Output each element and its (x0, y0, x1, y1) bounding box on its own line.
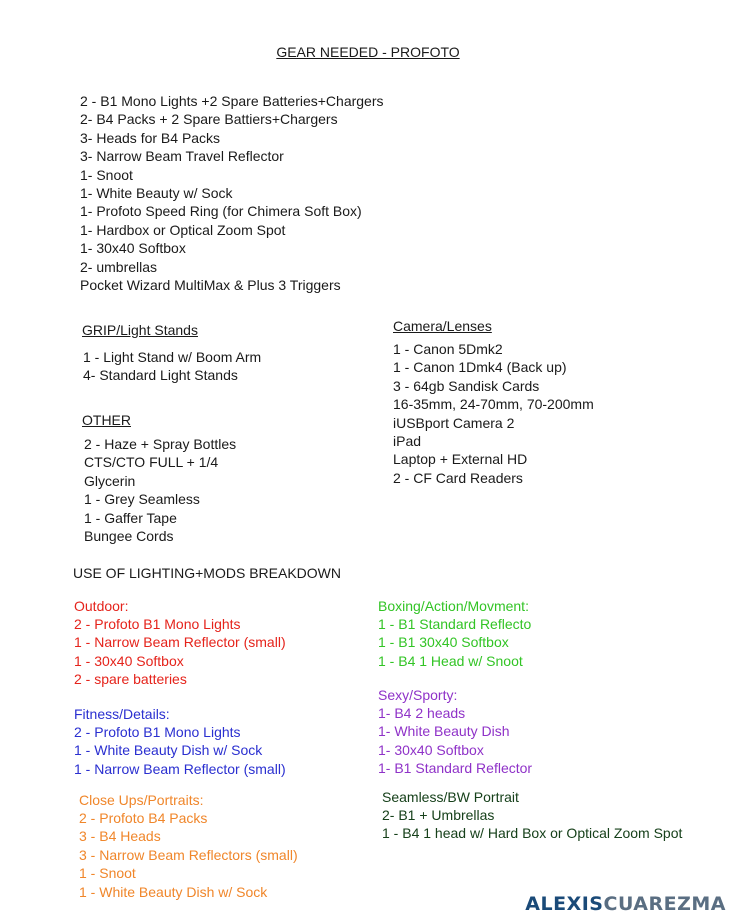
gear-item: 1- Hardbox or Optical Zoom Spot (80, 221, 286, 238)
seamless-item: 2- B1 + Umbrellas (382, 807, 495, 823)
closeups-item: 1 - Snoot (79, 865, 136, 882)
gear-item: 3- Narrow Beam Travel Reflector (80, 148, 284, 165)
gear-item: 2- umbrellas (80, 258, 158, 275)
outdoor-list (74, 615, 286, 689)
gear-item: 3- Heads for B4 Packs (80, 129, 221, 146)
seamless-heading: Seamless/BW Portrait (382, 789, 519, 805)
closeups-item: 2 - Profoto B4 Packs (79, 810, 208, 826)
camera-heading: Camera/Lenses (393, 318, 492, 334)
other-item: 2 - Haze + Spray Bottles (84, 436, 237, 452)
fitness-list (74, 723, 286, 778)
boxing-item: 1 - B1 Standard Reflecto (378, 616, 532, 632)
sexy-item: 1- 30x40 Softbox (378, 741, 484, 758)
gear-item: 1- Snoot (80, 166, 133, 183)
sexy-item: 1- B4 2 heads (378, 705, 466, 721)
camera-item: 1 - Canon 1Dmk4 (Back up) (393, 359, 567, 376)
outdoor-heading: Outdoor: (74, 598, 129, 614)
other-list (84, 435, 236, 545)
gear-item: 2- B4 Packs + 2 Spare Battiers+Chargers (80, 111, 338, 128)
sexy-heading: Sexy/Sporty: (378, 687, 458, 703)
closeups-heading: Close Ups/Portraits: (79, 792, 204, 808)
camera-item: 1 - Canon 5Dmk2 (393, 341, 503, 357)
closeups-item: 1 - White Beauty Dish w/ Sock (79, 883, 268, 900)
camera-item: 2 - CF Card Readers (393, 469, 523, 486)
camera-item: 16-35mm, 24-70mm, 70-200mm (393, 396, 594, 413)
gear-item: 1- Profoto Speed Ring (for Chimera Soft Box) (80, 203, 362, 220)
logo-first-name: ALEXIS (525, 893, 604, 915)
brand-logo (525, 893, 726, 915)
seamless-item: 1 - B4 1 head w/ Hard Box or Optical Zoom Spot (382, 825, 683, 842)
other-item: 1 - Grey Seamless (84, 491, 200, 508)
gear-list (80, 92, 384, 294)
other-item: 1 - Gaffer Tape (84, 509, 177, 526)
camera-item: Laptop + External HD (393, 451, 528, 468)
logo-last-name: CUAREZMA (603, 893, 726, 915)
breakdown-heading: USE OF LIGHTING+MODS BREAKDOWN (73, 565, 341, 581)
fitness-item: 1 - Narrow Beam Reflector (small) (74, 760, 286, 777)
gear-item: 1- 30x40 Softbox (80, 240, 186, 257)
grip-item: 4- Standard Light Stands (83, 367, 238, 384)
camera-list (393, 340, 594, 487)
gear-item: 1- White Beauty w/ Sock (80, 185, 233, 202)
other-item: CTS/CTO FULL + 1/4 (84, 454, 219, 471)
outdoor-item: 1 - 30x40 Softbox (74, 652, 184, 669)
gear-item: Pocket Wizard MultiMax & Plus 3 Triggers (80, 277, 341, 294)
page-title: GEAR NEEDED - PROFOTO (276, 44, 460, 60)
fitness-item: 2 - Profoto B1 Mono Lights (74, 724, 241, 740)
gear-item: 2 - B1 Mono Lights +2 Spare Batteries+Chargers (80, 93, 384, 109)
other-heading: OTHER (82, 412, 131, 428)
outdoor-item: 2 - spare batteries (74, 671, 187, 688)
closeups-item: 3 - Narrow Beam Reflectors (small) (79, 846, 298, 863)
boxing-heading: Boxing/Action/Movment: (378, 598, 529, 614)
closeups-item: 3 - B4 Heads (79, 828, 161, 845)
other-item: Glycerin (84, 472, 136, 489)
grip-heading: GRIP/Light Stands (82, 322, 198, 338)
camera-item: 3 - 64gb Sandisk Cards (393, 377, 540, 394)
fitness-heading: Fitness/Details: (74, 706, 170, 722)
camera-item: iUSBport Camera 2 (393, 414, 515, 431)
grip-item: 1 - Light Stand w/ Boom Arm (83, 349, 262, 365)
grip-list (83, 348, 261, 385)
boxing-item: 1 - B1 30x40 Softbox (378, 634, 509, 651)
boxing-list (378, 615, 531, 670)
sexy-list (378, 704, 532, 778)
seamless-list (382, 806, 682, 843)
other-item: Bungee Cords (84, 528, 174, 545)
camera-item: iPad (393, 433, 422, 450)
closeups-list (79, 809, 298, 901)
outdoor-item: 2 - Profoto B1 Mono Lights (74, 616, 241, 632)
outdoor-item: 1 - Narrow Beam Reflector (small) (74, 634, 286, 651)
fitness-item: 1 - White Beauty Dish w/ Sock (74, 742, 263, 759)
boxing-item: 1 - B4 1 Head w/ Snoot (378, 652, 523, 669)
sexy-item: 1- B1 Standard Reflector (378, 760, 533, 777)
sexy-item: 1- White Beauty Dish (378, 723, 510, 740)
